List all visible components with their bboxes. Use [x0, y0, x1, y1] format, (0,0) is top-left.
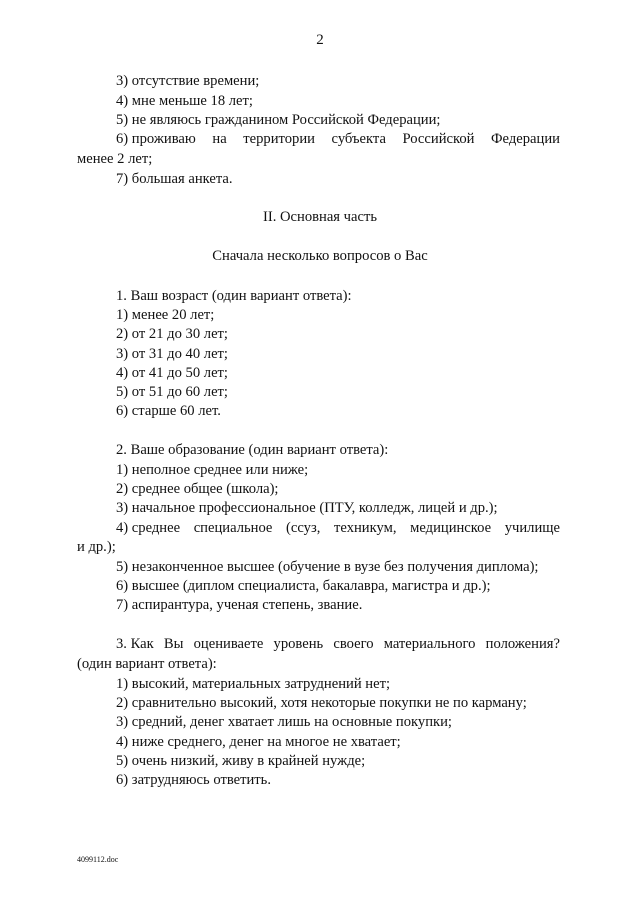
word: Вы [163, 636, 184, 652]
option: 3) средний, денег хватает лишь на основные покупки; [116, 714, 452, 730]
word: (ссуз, [286, 520, 321, 536]
option-justified [116, 519, 560, 537]
word: Федерации [491, 131, 560, 147]
option: 6) старше 60 лет. [116, 403, 221, 419]
word: медицинское [410, 520, 492, 536]
list-item-continuation: менее 2 лет; [77, 151, 153, 167]
option: 3) от 31 до 40 лет; [116, 346, 228, 362]
footer-code: 4099112.doc [77, 855, 119, 864]
option: 3) начальное профессиональное (ПТУ, колледж, лицей и др.); [116, 500, 498, 516]
section-title: II. Основная часть [262, 209, 377, 225]
option: 6) высшее (диплом специалиста, бакалавра, магистра и др.); [116, 578, 491, 594]
option: 1) неполное среднее или ниже; [116, 462, 309, 478]
word: 3. Как [116, 636, 154, 652]
question-3 [116, 635, 560, 653]
option-continuation: и др.); [77, 539, 116, 555]
option: 2) от 21 до 30 лет; [116, 326, 228, 342]
question-1: 1. Ваш возраст (один вариант ответа): [116, 288, 352, 304]
option: 2) сравнительно высокий, хотя некоторые покупки не по карману; [116, 695, 527, 711]
option: 2) среднее общее (школа); [116, 481, 279, 497]
word: субъекта [331, 131, 386, 147]
word: территории [243, 131, 315, 147]
word: Российской [402, 131, 475, 147]
word: техникум, [334, 520, 397, 536]
list-item: 7) большая анкета. [116, 171, 233, 187]
option: 1) высокий, материальных затруднений нет; [116, 676, 390, 692]
option: 5) очень низкий, живу в крайней нужде; [116, 753, 366, 769]
list-item: 3) отсутствие времени; [116, 73, 260, 89]
page-number: 2 [316, 32, 324, 48]
option: 5) незаконченное высшее (обучение в вузе без получения диплома); [116, 559, 539, 575]
option: 4) ниже среднего, денег на многое не хватает; [116, 734, 401, 750]
option: 1) менее 20 лет; [116, 307, 215, 323]
word: специальное [193, 520, 273, 536]
word: материального [383, 636, 476, 652]
word: положения? [485, 636, 560, 652]
word: уровень [273, 636, 324, 652]
option: 4) от 41 до 50 лет; [116, 365, 228, 381]
option: 6) затрудняюсь ответить. [116, 772, 271, 788]
list-item: 5) не являюсь гражданином Российской Федерации; [116, 112, 441, 128]
word: на [212, 131, 227, 147]
list-item-justified [116, 130, 560, 148]
word: училище [504, 520, 560, 536]
list-item: 4) мне меньше 18 лет; [116, 93, 253, 109]
word: 4) среднее [116, 520, 181, 536]
option: 5) от 51 до 60 лет; [116, 384, 228, 400]
word: 6) проживаю [116, 131, 196, 147]
option: 7) аспирантура, ученая степень, звание. [116, 597, 363, 613]
question-3-continuation: (один вариант ответа): [77, 656, 217, 672]
section-subtitle: Сначала несколько вопросов о Вас [212, 248, 428, 264]
word: оцениваете [193, 636, 264, 652]
word: своего [333, 636, 374, 652]
question-2: 2. Ваше образование (один вариант ответа): [116, 442, 389, 458]
